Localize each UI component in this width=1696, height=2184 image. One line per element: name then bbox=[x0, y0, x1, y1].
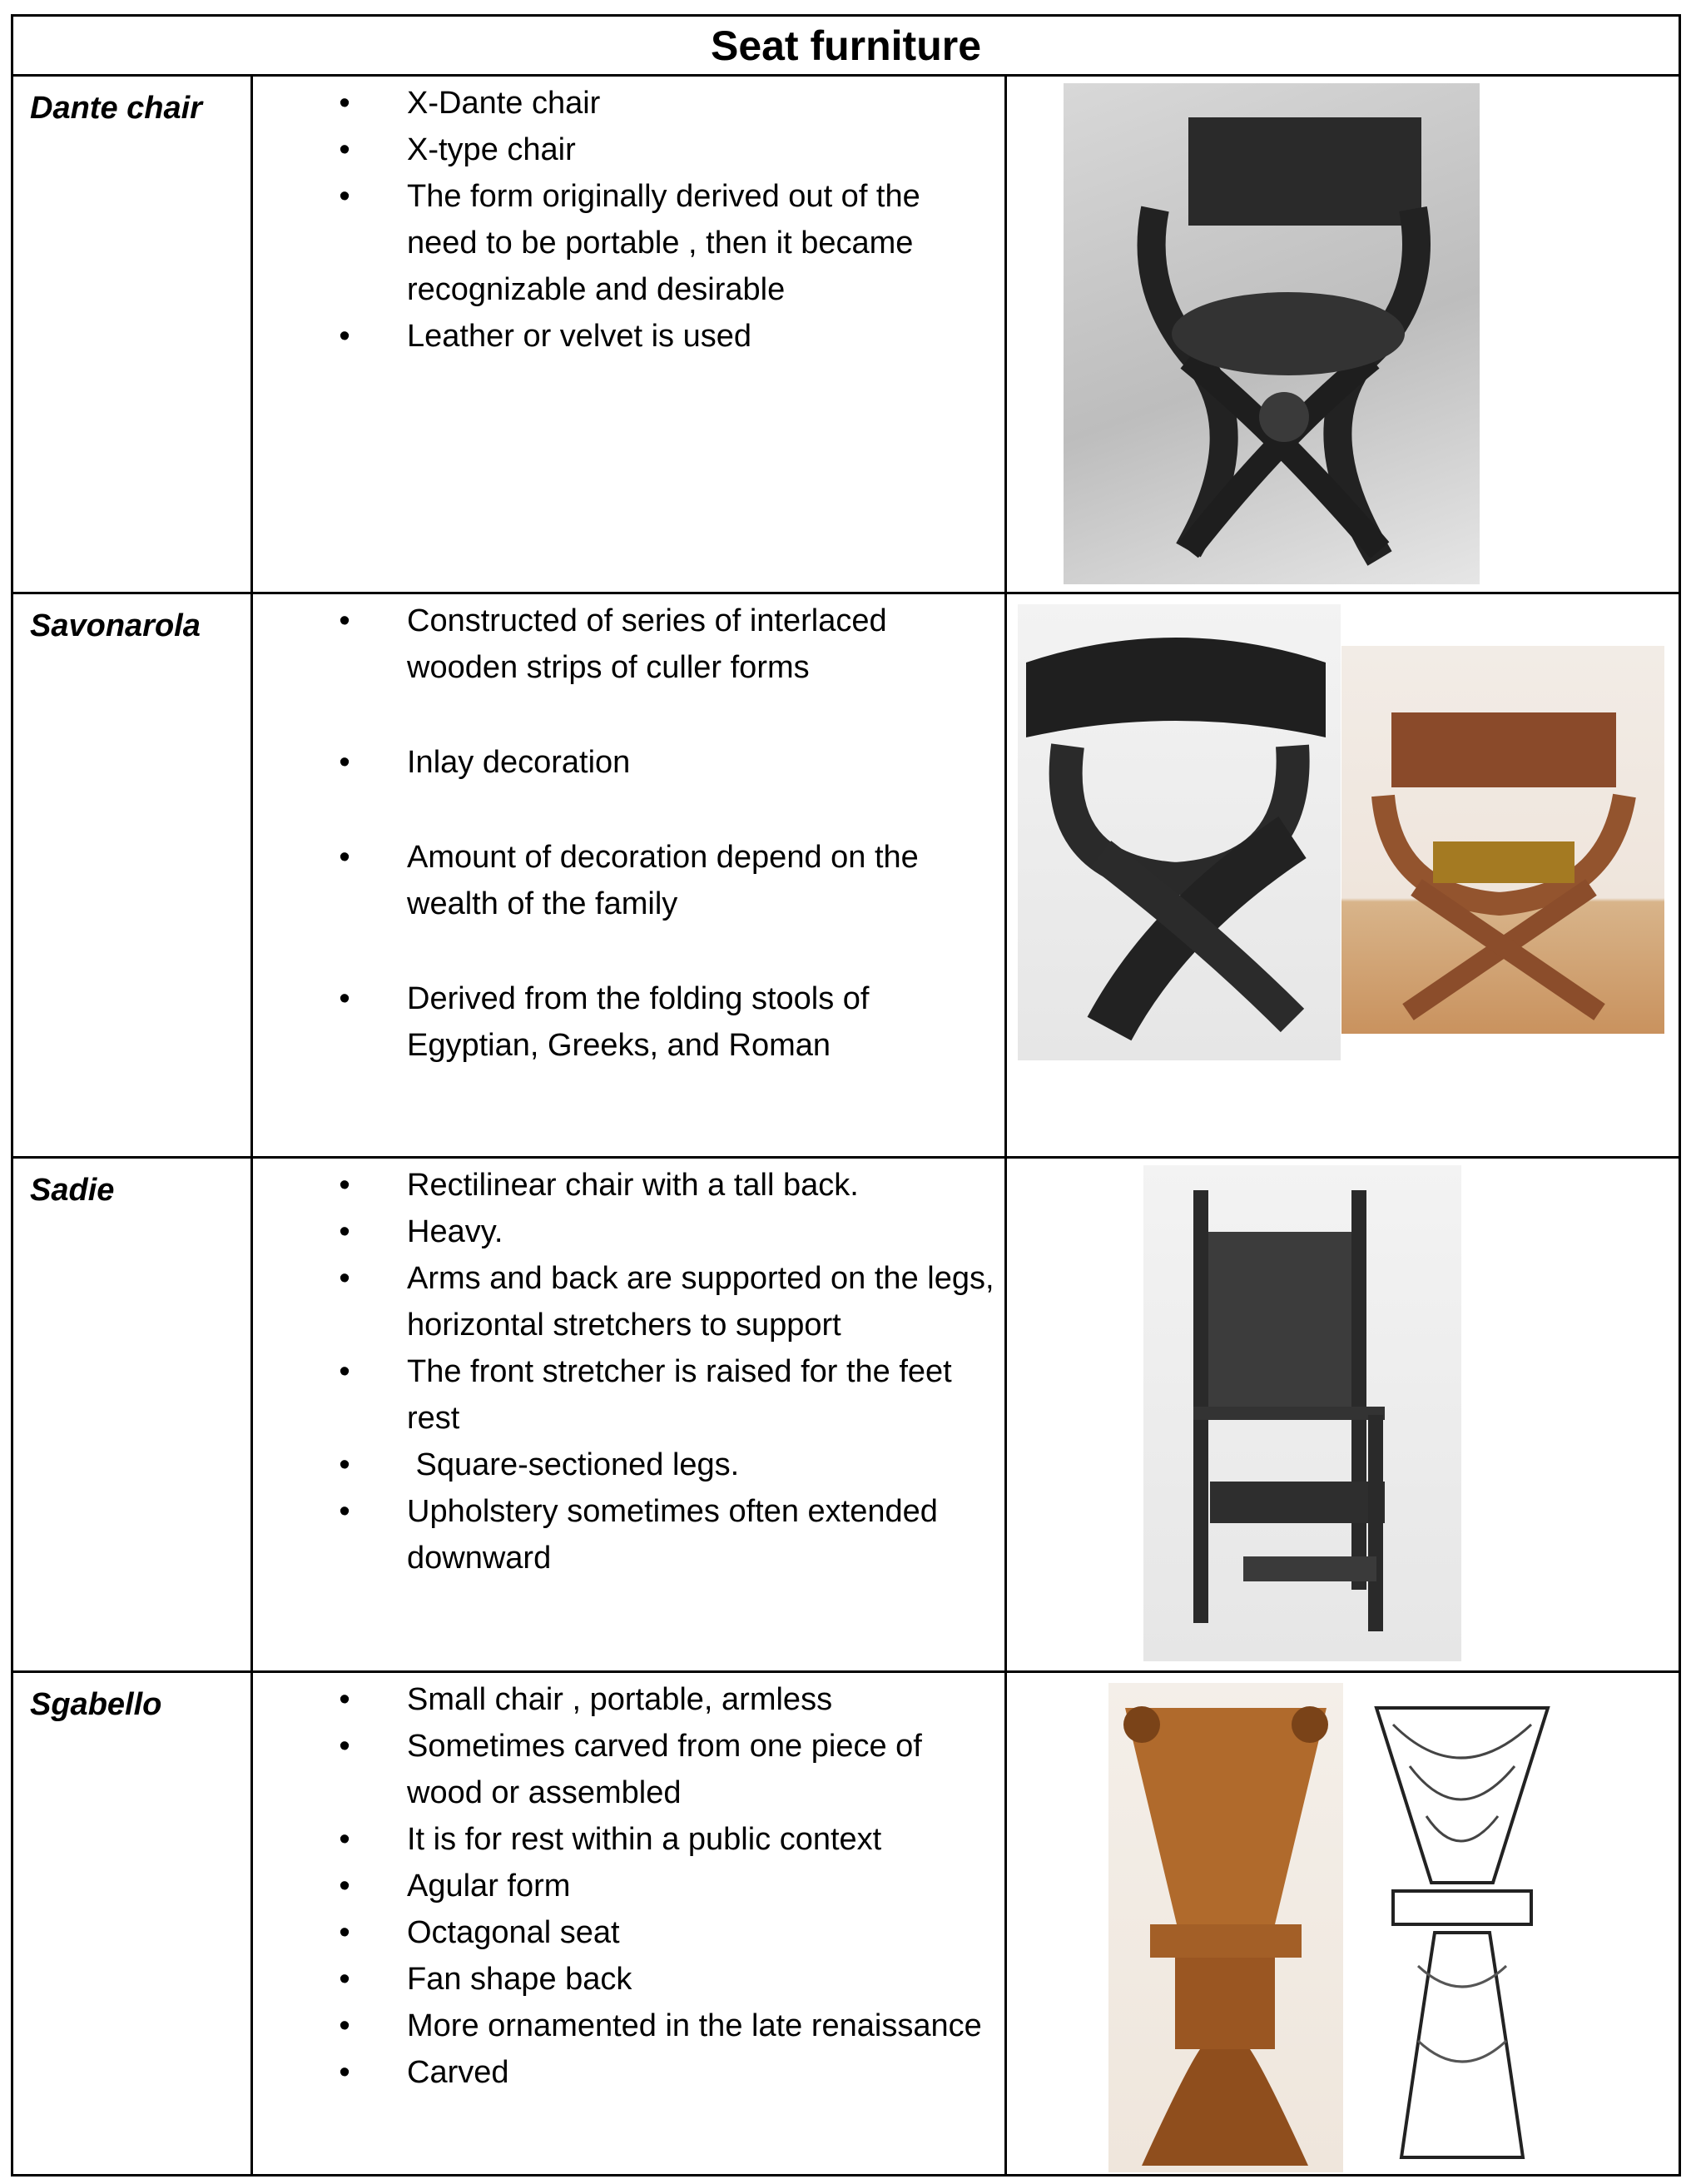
bullet-icon: • bbox=[339, 1261, 350, 1296]
bullet-list bbox=[253, 1162, 996, 1581]
savonarola-wooden-chair-icon bbox=[1341, 646, 1664, 1034]
table-title: Seat furniture bbox=[13, 17, 1679, 77]
dante-chair-image bbox=[1064, 83, 1480, 584]
bullet-icon: • bbox=[339, 86, 350, 121]
row-name: Sadie bbox=[13, 1159, 253, 1670]
savonarola-wooden-chair-image bbox=[1341, 646, 1664, 1034]
bullet-icon: • bbox=[339, 179, 350, 214]
list-item: • Constructed of series of interlaced wooden strips of culler forms bbox=[253, 598, 996, 691]
bullet-icon: • bbox=[339, 1447, 350, 1482]
bullet-list-cell bbox=[253, 77, 1007, 592]
seat-furniture-table bbox=[11, 14, 1681, 2177]
bullet-list bbox=[253, 598, 996, 1069]
list-item: • Inlay decoration bbox=[253, 739, 996, 786]
bullet-icon: • bbox=[339, 981, 350, 1016]
sadie-chair-icon bbox=[1143, 1165, 1461, 1661]
list-item: • Agular form bbox=[253, 1863, 996, 1909]
bullet-icon: • bbox=[339, 1869, 350, 1904]
list-item: • Square-sectioned legs. bbox=[253, 1442, 996, 1488]
bullet-icon: • bbox=[339, 603, 350, 638]
sgabello-wooden-chair-image bbox=[1108, 1683, 1343, 2172]
list-item: • Octagonal seat bbox=[253, 1909, 996, 1956]
bullet-icon: • bbox=[339, 1822, 350, 1857]
list-item: • The form originally derived out of the need to be portable , then it became recognizable and desirable bbox=[253, 173, 996, 313]
list-item: • More ornamented in the late renaissance bbox=[253, 2003, 996, 2049]
table-row-sgabello bbox=[13, 1673, 1679, 2177]
list-item: • Arms and back are supported on the legs, horizontal stretchers to support bbox=[253, 1255, 996, 1348]
image-cell bbox=[1007, 77, 1679, 592]
bullet-list-cell bbox=[253, 1673, 1007, 2177]
bullet-list-cell bbox=[253, 1159, 1007, 1670]
image-cell bbox=[1007, 1673, 1679, 2177]
bullet-list bbox=[253, 80, 996, 360]
savonarola-inlaid-chair-image bbox=[1018, 604, 1341, 1060]
list-item: • Derived from the folding stools of Egyptian, Greeks, and Roman bbox=[253, 975, 996, 1069]
bullet-icon: • bbox=[339, 2008, 350, 2043]
list-item: • Fan shape back bbox=[253, 1956, 996, 2003]
list-item: • X-type chair bbox=[253, 127, 996, 173]
bullet-list-cell bbox=[253, 594, 1007, 1156]
image-cell bbox=[1007, 1159, 1679, 1670]
bullet-icon: • bbox=[339, 1214, 350, 1249]
list-item: • The front stretcher is raised for the feet rest bbox=[253, 1348, 996, 1442]
list-item: • Heavy. bbox=[253, 1209, 996, 1255]
row-name: Savonarola bbox=[13, 594, 253, 1156]
list-item: • Leather or velvet is used bbox=[253, 313, 996, 360]
list-item: • It is for rest within a public context bbox=[253, 1816, 996, 1863]
sadie-chair-image bbox=[1143, 1165, 1461, 1661]
sgabello-engraving-icon bbox=[1368, 1691, 1556, 2167]
sgabello-wooden-chair-icon bbox=[1108, 1683, 1343, 2172]
bullet-icon: • bbox=[339, 745, 350, 780]
sgabello-engraving-image bbox=[1368, 1691, 1556, 2167]
list-item: • X-Dante chair bbox=[253, 80, 996, 127]
list-item: • Carved bbox=[253, 2049, 996, 2096]
row-name: Sgabello bbox=[13, 1673, 253, 2177]
list-item: • Small chair , portable, armless bbox=[253, 1676, 996, 1723]
bullet-icon: • bbox=[339, 1962, 350, 1997]
list-item: • Rectilinear chair with a tall back. bbox=[253, 1162, 996, 1209]
dante-chair-icon bbox=[1064, 83, 1480, 584]
bullet-icon: • bbox=[339, 1168, 350, 1203]
bullet-icon: • bbox=[339, 1682, 350, 1717]
bullet-icon: • bbox=[339, 1915, 350, 1950]
image-cell bbox=[1007, 594, 1679, 1156]
bullet-icon: • bbox=[339, 132, 350, 167]
bullet-icon: • bbox=[339, 1354, 350, 1389]
bullet-list bbox=[253, 1676, 996, 2096]
savonarola-inlaid-chair-icon bbox=[1018, 604, 1341, 1060]
bullet-icon: • bbox=[339, 840, 350, 875]
list-item: • Upholstery sometimes often extended downward bbox=[253, 1488, 996, 1581]
bullet-icon: • bbox=[339, 1494, 350, 1529]
table-row-dante-chair bbox=[13, 77, 1679, 594]
table-row-sadie bbox=[13, 1159, 1679, 1673]
bullet-icon: • bbox=[339, 319, 350, 354]
row-name: Dante chair bbox=[13, 77, 253, 592]
list-item: • Amount of decoration depend on the wealth of the family bbox=[253, 834, 996, 927]
table-row-savonarola bbox=[13, 594, 1679, 1159]
bullet-icon: • bbox=[339, 2055, 350, 2090]
bullet-icon: • bbox=[339, 1729, 350, 1764]
list-item: • Sometimes carved from one piece of wood or assembled bbox=[253, 1723, 996, 1816]
